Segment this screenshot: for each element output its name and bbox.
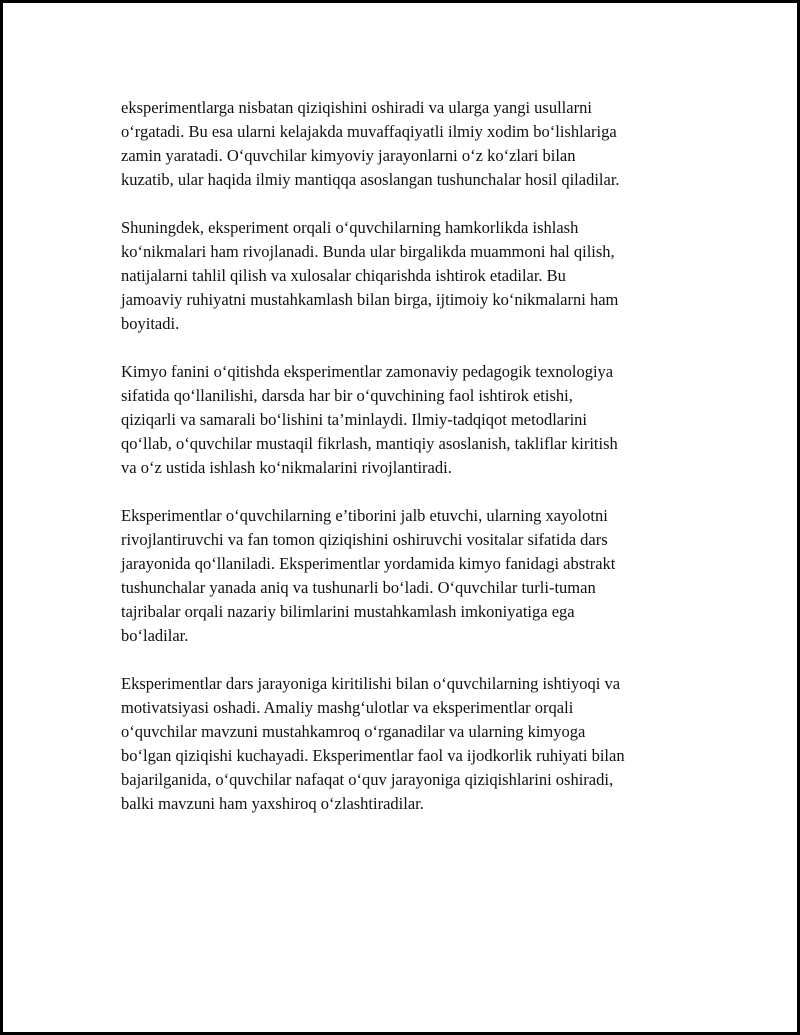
text-line: Eksperimentlar o‘quvchilarning e’tiborini jalb etuvchi, ularning xayolotni — [121, 506, 608, 525]
text-line: tajribalar orqali nazariy bilimlarini mustahkamlash imkoniyatiga ega — [121, 602, 575, 621]
text-line: Kimyo fanini o‘qitishda eksperimentlar zamonaviy pedagogik texnologiya — [121, 362, 614, 381]
text-line: Shuningdek, eksperiment orqali o‘quvchilarning hamkorlikda ishlash — [121, 218, 579, 237]
text-line: eksperimentlarga nisbatan qiziqishini oshiradi va ularga yangi usullarni — [121, 98, 592, 117]
text-line: kuzatib, ular haqida ilmiy mantiqqa asoslangan tushunchalar hosil qiladilar. — [121, 170, 620, 189]
text-line: qiziqarli va samarali bo‘lishini ta’minlaydi. Ilmiy-tadqiqot metodlarini — [121, 410, 588, 429]
text-line: o‘rgatadi. Bu esa ularni kelajakda muvaffaqiyatli ilmiy xodim bo‘lishlariga — [121, 122, 617, 141]
text-line: ko‘nikmalari ham rivojlanadi. Bunda ular birgalikda muammoni hal qilish, — [121, 242, 615, 261]
paragraph-2 — [121, 216, 711, 336]
text-line: qo‘llab, o‘quvchilar mustaqil fikrlash, mantiqiy asoslanish, takliflar kiritish — [121, 434, 618, 453]
document-body — [121, 96, 711, 840]
text-line: jamoaviy ruhiyatni mustahkamlash bilan birga, ijtimoiy ko‘nikmalarni ham — [121, 290, 619, 309]
text-line: Eksperimentlar dars jarayoniga kiritilishi bilan o‘quvchilarning ishtiyoqi va — [121, 674, 621, 693]
text-line: motivatsiyasi oshadi. Amaliy mashg‘ulotlar va eksperimentlar orqali — [121, 698, 574, 717]
text-line: balki mavzuni ham yaxshiroq o‘zlashtiradilar. — [121, 794, 424, 813]
text-line: bajarilganida, o‘quvchilar nafaqat o‘quv jarayoniga qiziqishlarini oshiradi, — [121, 770, 614, 789]
paragraph-5 — [121, 672, 711, 816]
paragraph-1 — [121, 96, 711, 192]
text-line: bo‘ladilar. — [121, 626, 189, 645]
text-line: rivojlantiruvchi va fan tomon qiziqishini oshiruvchi vositalar sifatida dars — [121, 530, 608, 549]
paragraph-4 — [121, 504, 711, 648]
text-line: bo‘lgan qiziqishi kuchayadi. Eksperimentlar faol va ijodkorlik ruhiyati bilan — [121, 746, 625, 765]
paragraph-3 — [121, 360, 711, 480]
text-line: tushunchalar yanada aniq va tushunarli bo‘ladi. O‘quvchilar turli-tuman — [121, 578, 596, 597]
text-line: zamin yaratadi. O‘quvchilar kimyoviy jarayonlarni o‘z ko‘zlari bilan — [121, 146, 576, 165]
text-line: boyitadi. — [121, 314, 180, 333]
text-line: va o‘z ustida ishlash ko‘nikmalarini rivojlantiradi. — [121, 458, 452, 477]
text-line: natijalarni tahlil qilish va xulosalar chiqarishda ishtirok etadilar. Bu — [121, 266, 566, 285]
text-line: sifatida qo‘llanilishi, darsda har bir o‘quvchining faol ishtirok etishi, — [121, 386, 573, 405]
text-line: jarayonida qo‘llaniladi. Eksperimentlar yordamida kimyo fanidagi abstrakt — [121, 554, 616, 573]
text-line: o‘quvchilar mavzuni mustahkamroq o‘rganadilar va ularning kimyoga — [121, 722, 586, 741]
